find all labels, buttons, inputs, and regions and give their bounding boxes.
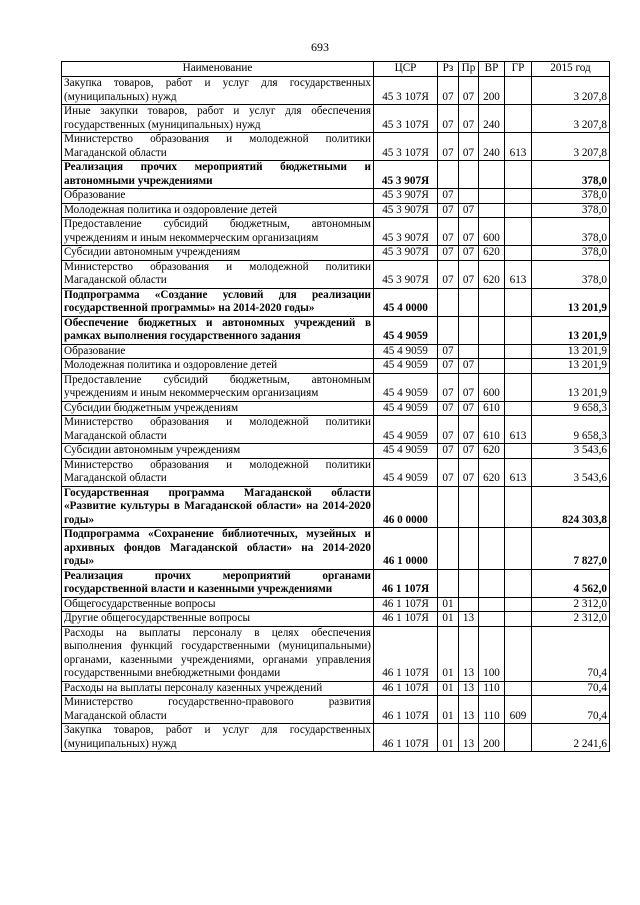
table-row xyxy=(62,626,610,681)
table-row xyxy=(62,316,610,344)
table-row xyxy=(62,597,610,612)
row-amount: 3 543,6 xyxy=(532,458,610,486)
row-csr: 45 4 9059 xyxy=(374,416,438,444)
row-name: Подпрограмма «Создание условий для реализации государственной программы» на 2014-2020 годы» xyxy=(62,288,374,316)
row-name: Реализация прочих мероприятий бюджетными и автономными учреждениями xyxy=(62,161,374,189)
row-csr: 46 1 107Я xyxy=(374,597,438,612)
row-amount: 378,0 xyxy=(532,260,610,288)
header-gr: ГР xyxy=(505,62,532,77)
row-pr: 07 xyxy=(459,401,479,416)
row-gr xyxy=(505,344,532,359)
row-rz: 07 xyxy=(438,105,459,133)
row-amount: 378,0 xyxy=(532,189,610,204)
row-gr xyxy=(505,288,532,316)
row-rz: 07 xyxy=(438,246,459,261)
row-rz xyxy=(438,316,459,344)
row-pr xyxy=(459,569,479,597)
row-pr xyxy=(459,161,479,189)
row-amount: 824 303,8 xyxy=(532,486,610,528)
row-pr xyxy=(459,528,479,570)
row-gr xyxy=(505,218,532,246)
row-csr: 46 1 107Я xyxy=(374,569,438,597)
row-csr: 45 3 907Я xyxy=(374,161,438,189)
row-csr: 45 4 0000 xyxy=(374,288,438,316)
table-row xyxy=(62,373,610,401)
row-vr: 100 xyxy=(479,626,505,681)
row-vr xyxy=(479,597,505,612)
row-amount: 2 241,6 xyxy=(532,724,610,752)
row-amount: 378,0 xyxy=(532,246,610,261)
row-csr: 45 4 9059 xyxy=(374,373,438,401)
row-gr xyxy=(505,203,532,218)
row-name: Подпрограмма «Сохранение библиотечных, музейных и архивных фондов Магаданской области» на 2014-2020 годы» xyxy=(62,528,374,570)
row-pr xyxy=(459,288,479,316)
row-vr: 240 xyxy=(479,105,505,133)
row-rz: 07 xyxy=(438,77,459,105)
header-rz: Рз xyxy=(438,62,459,77)
row-gr xyxy=(505,316,532,344)
row-amount: 378,0 xyxy=(532,218,610,246)
row-gr xyxy=(505,189,532,204)
row-vr xyxy=(479,316,505,344)
table-body xyxy=(62,77,610,752)
row-gr: 613 xyxy=(505,133,532,161)
row-vr: 620 xyxy=(479,260,505,288)
row-pr: 13 xyxy=(459,612,479,627)
row-rz: 07 xyxy=(438,260,459,288)
row-pr: 13 xyxy=(459,681,479,696)
row-name: Реализация прочих мероприятий органами государственной власти и казенными учреждениями xyxy=(62,569,374,597)
row-vr: 620 xyxy=(479,444,505,459)
table-row xyxy=(62,569,610,597)
row-rz: 07 xyxy=(438,373,459,401)
row-vr xyxy=(479,569,505,597)
row-name: Субсидии автономным учреждениям xyxy=(62,246,374,261)
table-row xyxy=(62,458,610,486)
table-row xyxy=(62,218,610,246)
header-vr: ВР xyxy=(479,62,505,77)
row-name: Молодежная политика и оздоровление детей xyxy=(62,203,374,218)
row-csr: 45 4 9059 xyxy=(374,444,438,459)
row-amount: 3 207,8 xyxy=(532,105,610,133)
table-row xyxy=(62,161,610,189)
row-amount: 3 207,8 xyxy=(532,77,610,105)
row-rz: 07 xyxy=(438,458,459,486)
budget-table xyxy=(61,61,610,752)
row-gr xyxy=(505,626,532,681)
row-vr xyxy=(479,344,505,359)
row-vr: 620 xyxy=(479,458,505,486)
row-csr: 45 4 9059 xyxy=(374,401,438,416)
row-rz xyxy=(438,161,459,189)
row-rz: 07 xyxy=(438,189,459,204)
row-csr: 45 3 107Я xyxy=(374,77,438,105)
row-rz xyxy=(438,528,459,570)
row-pr xyxy=(459,597,479,612)
table-row xyxy=(62,444,610,459)
row-gr xyxy=(505,681,532,696)
row-vr: 200 xyxy=(479,724,505,752)
row-name: Субсидии бюджетным учреждениям xyxy=(62,401,374,416)
row-pr: 13 xyxy=(459,724,479,752)
row-name: Иные закупки товаров, работ и услуг для обеспечения государственных (муниципальных) нужд xyxy=(62,105,374,133)
table-row xyxy=(62,288,610,316)
row-rz: 07 xyxy=(438,344,459,359)
header-csr: ЦСР xyxy=(374,62,438,77)
row-pr: 07 xyxy=(459,458,479,486)
row-gr xyxy=(505,77,532,105)
row-pr: 07 xyxy=(459,203,479,218)
row-vr: 610 xyxy=(479,416,505,444)
row-amount: 70,4 xyxy=(532,696,610,724)
row-csr: 46 1 0000 xyxy=(374,528,438,570)
row-csr: 45 3 907Я xyxy=(374,260,438,288)
row-vr xyxy=(479,359,505,374)
row-csr: 45 3 907Я xyxy=(374,246,438,261)
row-rz: 07 xyxy=(438,444,459,459)
row-vr xyxy=(479,528,505,570)
table-row xyxy=(62,133,610,161)
row-amount: 3 543,6 xyxy=(532,444,610,459)
row-gr: 613 xyxy=(505,458,532,486)
row-name: Министерство образования и молодежной политики Магаданской области xyxy=(62,458,374,486)
row-amount: 13 201,9 xyxy=(532,344,610,359)
row-pr: 13 xyxy=(459,626,479,681)
row-amount: 3 207,8 xyxy=(532,133,610,161)
table-row xyxy=(62,528,610,570)
row-pr: 07 xyxy=(459,359,479,374)
header-name: Наименование xyxy=(62,62,374,77)
row-name: Министерство образования и молодежной политики Магаданской области xyxy=(62,416,374,444)
row-csr: 46 1 107Я xyxy=(374,724,438,752)
row-gr: 613 xyxy=(505,416,532,444)
row-vr: 600 xyxy=(479,373,505,401)
row-amount: 70,4 xyxy=(532,626,610,681)
row-gr: 609 xyxy=(505,696,532,724)
page-number: 693 xyxy=(311,40,329,54)
table-row xyxy=(62,696,610,724)
row-amount: 70,4 xyxy=(532,681,610,696)
row-gr xyxy=(505,161,532,189)
row-gr xyxy=(505,486,532,528)
row-name: Закупка товаров, работ и услуг для государственных (муниципальных) нужд xyxy=(62,724,374,752)
table-row xyxy=(62,189,610,204)
table-row xyxy=(62,416,610,444)
row-name: Общегосударственные вопросы xyxy=(62,597,374,612)
row-name: Субсидии автономным учреждениям xyxy=(62,444,374,459)
row-vr xyxy=(479,203,505,218)
row-gr xyxy=(505,528,532,570)
table-row xyxy=(62,260,610,288)
row-pr: 07 xyxy=(459,373,479,401)
row-rz: 01 xyxy=(438,626,459,681)
row-pr: 07 xyxy=(459,416,479,444)
row-pr xyxy=(459,316,479,344)
row-rz: 01 xyxy=(438,724,459,752)
row-rz: 07 xyxy=(438,416,459,444)
table-row xyxy=(62,359,610,374)
row-csr: 46 1 107Я xyxy=(374,696,438,724)
row-pr: 07 xyxy=(459,105,479,133)
row-pr: 07 xyxy=(459,133,479,161)
table-row xyxy=(62,246,610,261)
row-rz: 01 xyxy=(438,696,459,724)
table-header xyxy=(62,62,610,77)
row-csr: 46 0 0000 xyxy=(374,486,438,528)
row-vr: 110 xyxy=(479,681,505,696)
row-pr: 07 xyxy=(459,444,479,459)
row-name: Расходы на выплаты персоналу казенных учреждений xyxy=(62,681,374,696)
row-rz: 07 xyxy=(438,218,459,246)
row-gr xyxy=(505,359,532,374)
row-csr: 46 1 107Я xyxy=(374,626,438,681)
row-csr: 46 1 107Я xyxy=(374,681,438,696)
row-name: Образование xyxy=(62,344,374,359)
row-name: Другие общегосударственные вопросы xyxy=(62,612,374,627)
table-row xyxy=(62,77,610,105)
row-csr: 45 3 907Я xyxy=(374,218,438,246)
table-row xyxy=(62,681,610,696)
row-pr: 13 xyxy=(459,696,479,724)
row-pr xyxy=(459,486,479,528)
row-pr xyxy=(459,344,479,359)
row-rz xyxy=(438,288,459,316)
row-name: Молодежная политика и оздоровление детей xyxy=(62,359,374,374)
row-name: Министерство государственно-правового развития Магаданской области xyxy=(62,696,374,724)
row-vr xyxy=(479,161,505,189)
table-row xyxy=(62,105,610,133)
row-rz: 01 xyxy=(438,612,459,627)
row-amount: 9 658,3 xyxy=(532,401,610,416)
table-row xyxy=(62,486,610,528)
row-amount: 13 201,9 xyxy=(532,316,610,344)
row-gr xyxy=(505,401,532,416)
row-gr xyxy=(505,612,532,627)
row-vr xyxy=(479,486,505,528)
row-name: Министерство образования и молодежной политики Магаданской области xyxy=(62,260,374,288)
table-row xyxy=(62,401,610,416)
row-rz: 07 xyxy=(438,133,459,161)
row-vr: 600 xyxy=(479,218,505,246)
row-csr: 45 4 9059 xyxy=(374,458,438,486)
row-amount: 378,0 xyxy=(532,161,610,189)
row-rz: 07 xyxy=(438,401,459,416)
row-vr: 240 xyxy=(479,133,505,161)
row-name: Обеспечение бюджетных и автономных учреждений в рамках выполнения государственного задания xyxy=(62,316,374,344)
row-amount: 7 827,0 xyxy=(532,528,610,570)
row-gr xyxy=(505,105,532,133)
header-year: 2015 год xyxy=(532,62,610,77)
row-vr: 200 xyxy=(479,77,505,105)
row-vr: 110 xyxy=(479,696,505,724)
row-name: Образование xyxy=(62,189,374,204)
row-gr: 613 xyxy=(505,260,532,288)
row-pr: 07 xyxy=(459,246,479,261)
row-csr: 45 3 107Я xyxy=(374,105,438,133)
row-gr xyxy=(505,569,532,597)
row-gr xyxy=(505,597,532,612)
row-amount: 13 201,9 xyxy=(532,288,610,316)
row-vr: 620 xyxy=(479,246,505,261)
row-pr: 07 xyxy=(459,260,479,288)
row-name: Расходы на выплаты персоналу в целях обеспечения выполнения функций государственными (муниципальными) органами, казенными учреждениями, органами управления государственными внебюджетными фондами xyxy=(62,626,374,681)
row-vr xyxy=(479,189,505,204)
row-rz: 01 xyxy=(438,597,459,612)
row-amount: 4 562,0 xyxy=(532,569,610,597)
row-rz xyxy=(438,569,459,597)
table-row xyxy=(62,612,610,627)
row-csr: 45 3 107Я xyxy=(374,133,438,161)
row-rz: 07 xyxy=(438,203,459,218)
row-pr: 07 xyxy=(459,77,479,105)
row-amount: 2 312,0 xyxy=(532,612,610,627)
row-amount: 13 201,9 xyxy=(532,359,610,374)
row-amount: 2 312,0 xyxy=(532,597,610,612)
row-csr: 46 1 107Я xyxy=(374,612,438,627)
row-gr xyxy=(505,246,532,261)
table-row xyxy=(62,724,610,752)
row-csr: 45 3 907Я xyxy=(374,189,438,204)
row-gr xyxy=(505,444,532,459)
row-amount: 13 201,9 xyxy=(532,373,610,401)
row-name: Закупка товаров, работ и услуг для государственных (муниципальных) нужд xyxy=(62,77,374,105)
row-rz: 07 xyxy=(438,359,459,374)
row-csr: 45 4 9059 xyxy=(374,344,438,359)
row-vr xyxy=(479,612,505,627)
row-name: Предоставление субсидий бюджетным, автономным учреждениям и иным некоммерческим организациям xyxy=(62,218,374,246)
header-pr: Пр xyxy=(459,62,479,77)
row-pr xyxy=(459,189,479,204)
row-pr: 07 xyxy=(459,218,479,246)
row-name: Министерство образования и молодежной политики Магаданской области xyxy=(62,133,374,161)
row-csr: 45 4 9059 xyxy=(374,359,438,374)
row-rz xyxy=(438,486,459,528)
row-csr: 45 3 907Я xyxy=(374,203,438,218)
row-amount: 378,0 xyxy=(532,203,610,218)
row-rz: 01 xyxy=(438,681,459,696)
row-name: Предоставление субсидий бюджетным, автономным учреждениям и иным некоммерческим организациям xyxy=(62,373,374,401)
row-vr xyxy=(479,288,505,316)
table-row xyxy=(62,344,610,359)
row-csr: 45 4 9059 xyxy=(374,316,438,344)
row-vr: 610 xyxy=(479,401,505,416)
row-gr xyxy=(505,373,532,401)
row-amount: 9 658,3 xyxy=(532,416,610,444)
row-gr xyxy=(505,724,532,752)
table-row xyxy=(62,203,610,218)
row-name: Государственная программа Магаданской области «Развитие культуры в Магаданской области» на 2014-2020 годы» xyxy=(62,486,374,528)
